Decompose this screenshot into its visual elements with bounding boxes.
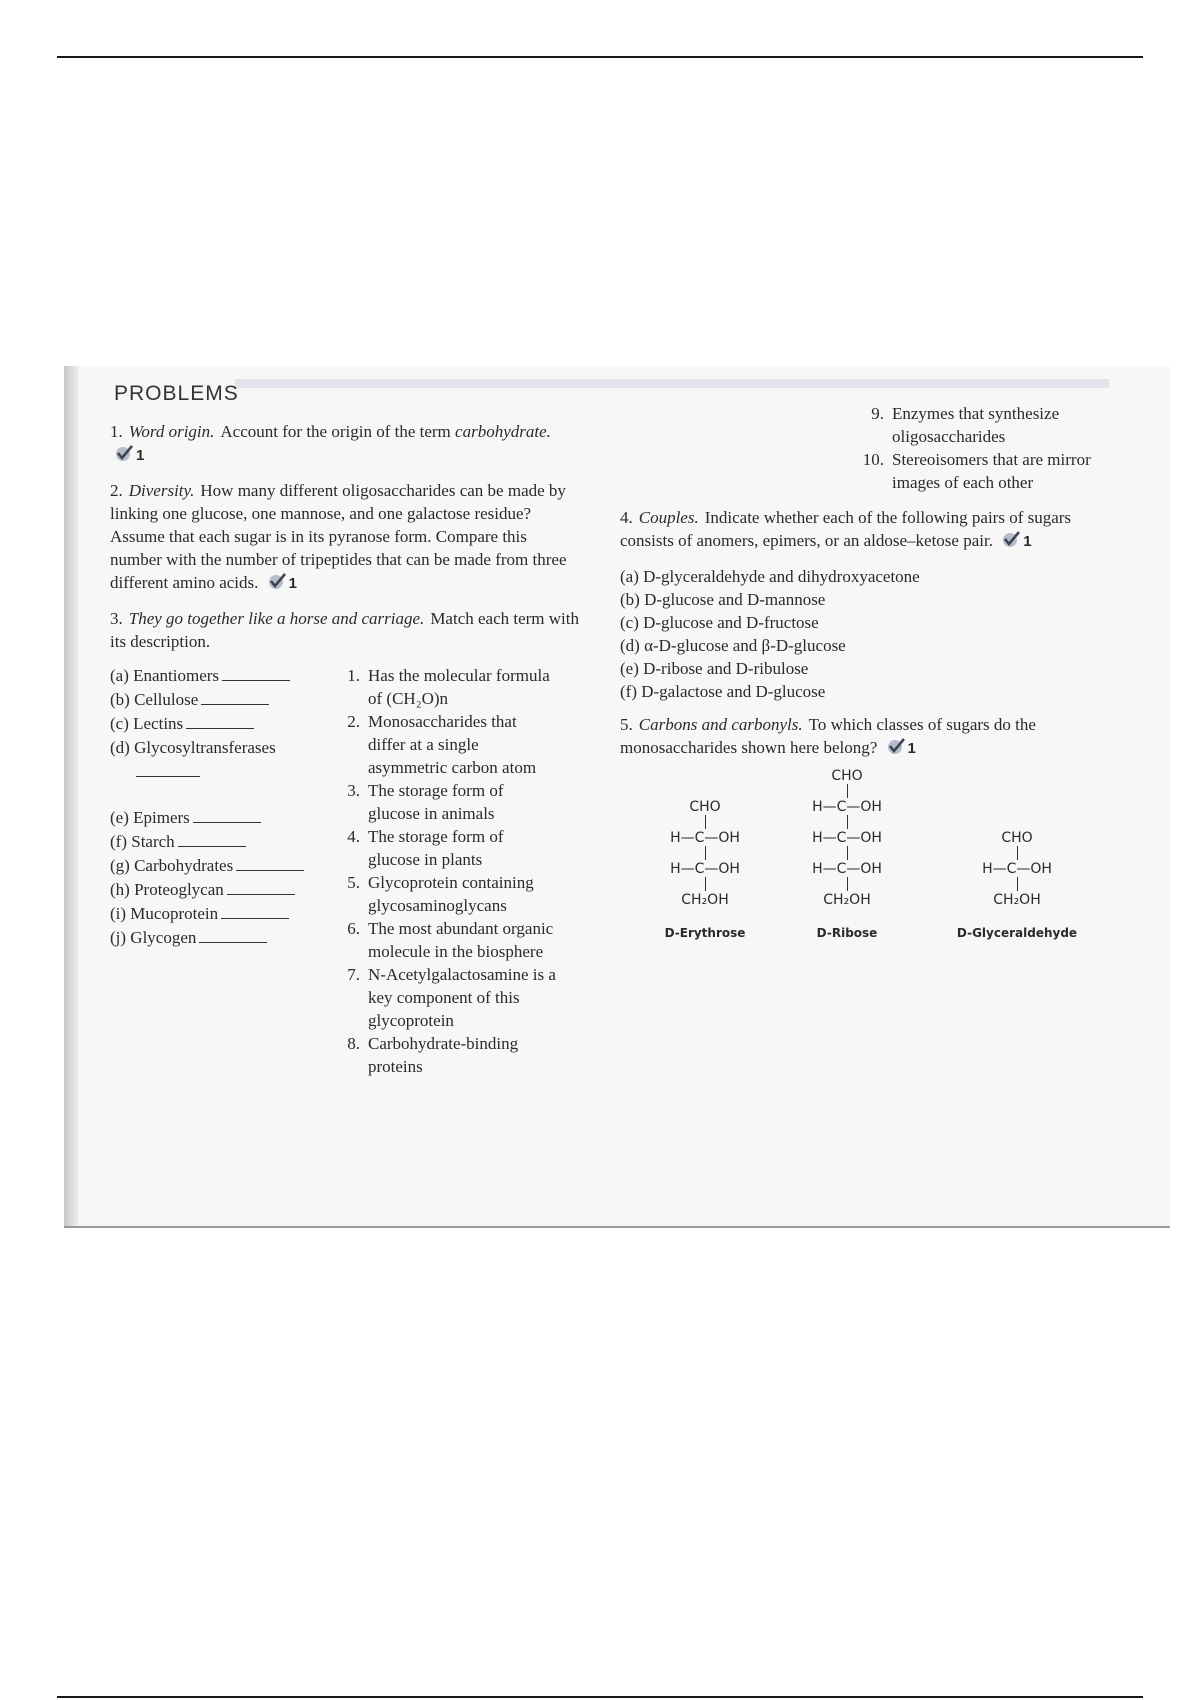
page-top-rule <box>57 56 1143 58</box>
sugar-pair: (d) α-D-glucose and β-D-glucose <box>620 636 846 655</box>
check-count: 1 <box>288 575 297 592</box>
left-column <box>110 420 582 1174</box>
problem-text: How many different oligosaccharides can be made by linking one glucose, one mannose, and one galactose residue? Assume that each sugar is in its pyranose form. Compare this number with the number of tripeptides that can be made from three different amino acids. <box>110 481 567 592</box>
check-icon <box>267 572 287 596</box>
description-item: 2. Monosaccharides that differ at a single asymmetric carbon atom <box>347 712 537 777</box>
term-item: (h) Proteoglycan <box>110 878 330 902</box>
problem-text: Account for the origin of the term <box>220 422 451 441</box>
problem-text: Match each term with its description. <box>110 609 580 651</box>
heading-bar <box>235 379 1109 388</box>
problem-term: carbohydrate. <box>455 422 551 441</box>
ribose-structure: CHO H—C—OH H—C—OH H—C—OH CH₂OH D-Ribose <box>792 761 902 949</box>
sugar-pair: (b) D-glucose and D-mannose <box>620 590 826 609</box>
problem-number: 3. <box>110 609 123 628</box>
problem-5 <box>620 713 1110 761</box>
check-count: 1 <box>1023 533 1032 550</box>
answer-blank[interactable] <box>227 894 295 895</box>
structure-name: D-Glyceraldehyde <box>956 926 1078 940</box>
description-list-continued <box>856 402 1110 494</box>
problem-4 <box>620 506 1110 554</box>
structure-name: D-Ribose <box>816 926 878 940</box>
answer-blank[interactable] <box>193 822 261 823</box>
description-item: 6. The most abundant organic molecule in the biosphere <box>347 919 554 961</box>
answer-blank[interactable] <box>199 942 267 943</box>
page-bottom-rule <box>57 1696 1143 1698</box>
term-item: (e) Epimers <box>110 806 330 830</box>
fischer-structures <box>620 768 1110 962</box>
check-icon <box>886 737 906 761</box>
description-item: 8. Carbohydrate-binding proteins <box>347 1034 519 1076</box>
structure-name: D-Erythrose <box>664 926 746 940</box>
sugar-pair: (c) D-glucose and D-fructose <box>620 613 819 632</box>
erythrose-structure: CHO H—C—OH H—C—OH CH₂OH D-Erythrose <box>650 792 760 949</box>
problem-title: Word origin. <box>128 422 215 441</box>
page-spine-shadow <box>64 366 78 1228</box>
sugar-pair: (e) D-ribose and D-ribulose <box>620 659 809 678</box>
term-item: (i) Mucoprotein <box>110 902 330 926</box>
description-item: 5. Glycoprotein containing glycosaminoglycans <box>347 873 534 915</box>
description-item: 4. The storage form of glucose in plants <box>347 827 504 869</box>
term-item: (a) Enantiomers <box>110 664 330 688</box>
sugar-pair: (f) D-galactose and D-glucose <box>620 682 826 701</box>
sugar-pair-list <box>620 565 1110 703</box>
description-list <box>332 664 557 1078</box>
check-count: 1 <box>907 740 916 757</box>
term-list <box>110 664 330 950</box>
answer-blank[interactable] <box>186 728 254 729</box>
problem-title: Diversity. <box>128 481 195 500</box>
answer-blank[interactable] <box>178 846 246 847</box>
glyceraldehyde-structure: CHO H—C—OH CH₂OH D-Glyceraldehyde <box>942 823 1092 949</box>
right-column <box>620 402 1110 962</box>
sugar-pair: (a) D-glyceraldehyde and dihydroxyacetone <box>620 567 920 586</box>
description-item: 10. Stereoisomers that are mirror images of each other <box>862 450 1091 492</box>
answer-blank[interactable] <box>201 704 269 705</box>
description-item: 1. Has the molecular formula of (CH₂O)n <box>347 666 550 708</box>
problem-title: They go together like a horse and carriage. <box>128 609 425 628</box>
term-item: (b) Cellulose <box>110 688 330 712</box>
term-item: (g) Carbohydrates <box>110 854 330 878</box>
problem-text: To which classes of sugars do the monosaccharides shown here belong? <box>620 715 1036 757</box>
problem-number: 4. <box>620 508 633 527</box>
description-item: 9. Enzymes that synthesize oligosaccharides <box>871 404 1060 446</box>
description-item: 7. N-Acetylgalactosamine is a key component of this glycoprotein <box>347 965 556 1030</box>
problem-number: 2. <box>110 481 123 500</box>
problems-heading: PROBLEMS <box>114 382 239 405</box>
check-count: 1 <box>136 447 145 464</box>
term-item <box>110 760 330 806</box>
term-item: (j) Glycogen <box>110 926 330 950</box>
answer-blank[interactable] <box>221 918 289 919</box>
problem-1 <box>110 420 582 468</box>
problem-number: 5. <box>620 715 633 734</box>
check-icon <box>114 444 134 468</box>
check-icon <box>1001 530 1021 554</box>
answer-blank[interactable] <box>222 680 290 681</box>
problem-3 <box>110 607 582 653</box>
problem-title: Carbons and carbonyls. <box>638 715 803 734</box>
page-bottom-edge <box>64 1226 1170 1228</box>
description-item: 3. The storage form of glucose in animals <box>347 781 504 823</box>
term-item: (d) Glycosyltransferases <box>110 738 276 757</box>
problem-number: 1. <box>110 422 123 441</box>
problem-text: Indicate whether each of the following pairs of sugars consists of anomers, epimers, or an aldose–ketose pair. <box>620 508 1072 550</box>
term-item: (c) Lectins <box>110 712 330 736</box>
problem-title: Couples. <box>638 508 699 527</box>
problem-2 <box>110 479 582 596</box>
answer-blank[interactable] <box>236 870 304 871</box>
term-item: (f) Starch <box>110 830 330 854</box>
answer-blank[interactable] <box>136 776 200 777</box>
matching-table <box>110 664 582 1174</box>
